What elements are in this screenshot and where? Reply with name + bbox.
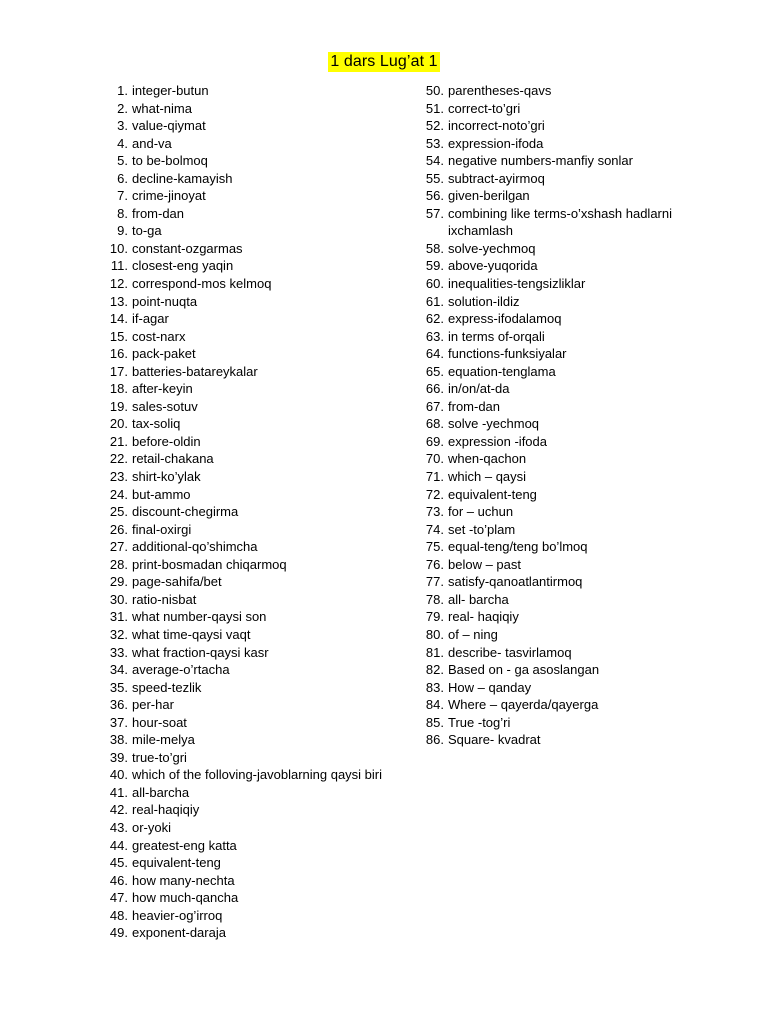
vocab-item-text: sales-sotuv	[132, 398, 198, 414]
vocab-item-text: correspond-mos kelmoq	[132, 276, 272, 292]
vocab-item	[96, 187, 426, 205]
vocab-item-number: 19.	[109, 398, 128, 414]
vocab-item-text: express-ifodalamoq	[448, 311, 562, 327]
vocab-item	[414, 696, 714, 714]
vocab-item-number: 4.	[117, 135, 128, 151]
vocab-item-number: 37.	[109, 714, 128, 730]
vocab-item-text: Based on - ga asoslangan	[448, 662, 600, 678]
vocab-item-number: 59.	[425, 258, 444, 274]
vocab-item-number: 6.	[117, 170, 128, 186]
vocab-item-number: 28.	[109, 556, 128, 572]
vocab-item-number: 66.	[425, 381, 444, 397]
vocab-item	[96, 907, 426, 925]
vocab-item-text: additional-qo’shimcha	[132, 539, 258, 555]
vocab-item	[96, 714, 426, 732]
vocab-item-text: to-ga	[132, 223, 162, 239]
vocab-item	[96, 679, 426, 697]
vocab-item-number: 81.	[425, 644, 444, 660]
vocab-item-number: 73.	[425, 504, 444, 520]
vocab-item	[96, 415, 426, 433]
vocab-item-number: 12.	[109, 276, 128, 292]
vocab-item	[96, 275, 426, 293]
vocab-item	[414, 608, 714, 626]
vocab-item-number: 76.	[425, 556, 444, 572]
vocab-item	[96, 345, 426, 363]
vocab-item-text: equivalent-teng	[448, 486, 537, 502]
vocab-item	[96, 152, 426, 170]
vocab-item-text: above-yuqorida	[448, 258, 538, 274]
vocab-item	[96, 626, 426, 644]
vocab-item	[96, 293, 426, 311]
vocab-item	[414, 626, 714, 644]
vocab-item-text: functions-funksiyalar	[448, 346, 567, 362]
vocab-item-number: 79.	[425, 609, 444, 625]
vocab-item	[414, 310, 714, 328]
vocab-item-number: 50.	[425, 83, 444, 98]
vocab-item-text: how many-nechta	[132, 872, 235, 888]
vocab-item-number: 52.	[425, 118, 444, 134]
vocab-item	[414, 556, 714, 574]
vocab-item-number: 36.	[109, 697, 128, 713]
vocab-item-number: 32.	[109, 626, 128, 642]
vocab-item-text: page-sahifa/bet	[132, 574, 222, 590]
vocab-item-number: 27.	[109, 539, 128, 555]
vocab-item-text: crime-jinoyat	[132, 188, 206, 204]
vocab-item-text: equation-tenglama	[448, 363, 556, 379]
vocab-item	[414, 240, 714, 258]
vocab-item	[96, 591, 426, 609]
vocab-item	[96, 661, 426, 679]
vocab-item	[96, 731, 426, 749]
vocab-item-number: 13.	[109, 293, 128, 309]
vocab-item	[414, 415, 714, 433]
vocab-item-number: 67.	[425, 398, 444, 414]
vocab-item-number: 18.	[109, 381, 128, 397]
vocab-item-number: 80.	[425, 626, 444, 642]
vocab-item	[96, 486, 426, 504]
vocab-item	[414, 468, 714, 486]
vocab-item-text: from-dan	[448, 398, 501, 414]
vocab-item-text: for – uchun	[448, 504, 514, 520]
vocab-item-number: 30.	[109, 591, 128, 607]
vocab-item	[96, 205, 426, 223]
vocab-item-number: 64.	[425, 346, 444, 362]
vocab-item	[414, 187, 714, 205]
vocab-item	[414, 170, 714, 188]
vocab-item-text: of – ning	[448, 626, 498, 642]
vocab-item-number: 41.	[109, 784, 128, 800]
vocab-item-number: 75.	[425, 539, 444, 555]
vocab-item-text: print-bosmadan chiqarmoq	[132, 556, 287, 572]
vocab-item-number: 85.	[425, 714, 444, 730]
vocab-item-text: if-agar	[132, 311, 169, 327]
vocab-item	[96, 608, 426, 626]
vocab-item	[414, 205, 714, 240]
vocab-item-number: 58.	[425, 240, 444, 256]
vocab-item-text: Square- kvadrat	[448, 732, 541, 748]
vocab-item-number: 2.	[117, 100, 128, 116]
vocab-item-number: 70.	[425, 451, 444, 467]
vocab-item-text: mile-melya	[132, 732, 195, 748]
vocab-item	[414, 521, 714, 539]
vocab-item-text: greatest-eng katta	[132, 837, 237, 853]
vocab-item-text: True -tog’ri	[448, 714, 511, 730]
vocab-item-text: to be-bolmoq	[132, 153, 208, 169]
document-title: 1 dars Lug’at 1	[330, 53, 438, 70]
vocab-item-number: 7.	[117, 188, 128, 204]
vocab-item	[96, 573, 426, 591]
vocab-item	[96, 433, 426, 451]
vocab-item-text: expression-ifoda	[448, 135, 544, 151]
vocab-item-text: Where – qayerda/qayerga	[448, 697, 599, 713]
vocab-item	[96, 872, 426, 890]
vocab-item	[414, 433, 714, 451]
vocab-item-number: 17.	[109, 363, 128, 379]
vocab-item-number: 20.	[109, 416, 128, 432]
vocab-item-text: closest-eng yaqin	[132, 258, 234, 274]
vocab-item-number: 72.	[425, 486, 444, 502]
vocab-item	[96, 380, 426, 398]
vocab-item-number: 44.	[109, 837, 128, 853]
vocab-item	[96, 854, 426, 872]
vocab-item-number: 39.	[109, 749, 128, 765]
vocab-item-number: 74.	[425, 521, 444, 537]
vocab-item-text: correct-to’gri	[448, 100, 521, 116]
vocab-item-number: 21.	[109, 433, 128, 449]
vocab-item-text: from-dan	[132, 205, 185, 221]
vocab-item-text: heavier-og’irroq	[132, 907, 223, 923]
vocab-item-text: equal-teng/teng bo’lmoq	[448, 539, 588, 555]
vocab-item-text: which of the folloving-javoblarning qaysi biri	[132, 767, 383, 783]
vocab-item	[96, 468, 426, 486]
vocab-item	[96, 398, 426, 416]
vocab-item-number: 24.	[109, 486, 128, 502]
vocab-item	[414, 714, 714, 732]
vocab-item-number: 55.	[425, 170, 444, 186]
vocab-item-number: 68.	[425, 416, 444, 432]
vocab-item	[96, 328, 426, 346]
vocab-item-text: satisfy-qanoatlantirmoq	[448, 574, 583, 590]
vocab-item-number: 25.	[109, 504, 128, 520]
vocab-item	[96, 222, 426, 240]
vocab-item-number: 61.	[425, 293, 444, 309]
vocab-item-text: tax-soliq	[132, 416, 181, 432]
vocab-item	[96, 784, 426, 802]
vocab-item-text: final-oxirgi	[132, 521, 192, 537]
vocab-item-text: real-haqiqiy	[132, 802, 200, 818]
vocab-item-number: 48.	[109, 907, 128, 923]
vocab-item-number: 54.	[425, 153, 444, 169]
vocab-item	[414, 117, 714, 135]
vocab-item-number: 10.	[109, 240, 128, 256]
vocab-item-text: solve -yechmoq	[448, 416, 540, 432]
vocab-item-number: 15.	[109, 328, 128, 344]
vocab-item	[96, 819, 426, 837]
vocab-item	[414, 450, 714, 468]
vocab-item-text: average-o’rtacha	[132, 662, 230, 678]
vocab-item-text: below – past	[448, 556, 521, 572]
vocab-item-text: combining like terms-o’xshash hadlarni ixchamlash	[448, 205, 672, 239]
vocab-item-number: 11.	[110, 258, 128, 274]
vocab-item	[96, 556, 426, 574]
vocab-item-number: 82.	[425, 662, 444, 678]
vocab-item-text: integer-butun	[132, 83, 209, 98]
vocab-item-text: constant-ozgarmas	[132, 240, 243, 256]
vocab-item-number: 46.	[109, 872, 128, 888]
vocab-item-text: expression -ifoda	[448, 433, 547, 449]
vocab-item-text: but-ammo	[132, 486, 191, 502]
vocab-item	[414, 679, 714, 697]
vocab-item-number: 23.	[109, 469, 128, 485]
vocab-item-text: hour-soat	[132, 714, 187, 730]
vocab-item-text: ratio-nisbat	[132, 591, 197, 607]
vocab-item-text: how much-qancha	[132, 890, 239, 906]
vocab-item-number: 77.	[425, 574, 444, 590]
vocab-item	[96, 135, 426, 153]
vocab-item-number: 57.	[425, 205, 444, 221]
vocab-item-text: pack-paket	[132, 346, 196, 362]
vocab-item-text: parentheses-qavs	[448, 83, 552, 98]
vocab-item-number: 1.	[117, 83, 128, 98]
vocab-item	[96, 450, 426, 468]
vocab-item	[414, 503, 714, 521]
vocab-item-text: negative numbers-manfiy sonlar	[448, 153, 633, 169]
vocab-item-number: 34.	[109, 662, 128, 678]
vocab-item	[96, 749, 426, 767]
vocab-item-text: when-qachon	[448, 451, 527, 467]
vocab-item-number: 22.	[109, 451, 128, 467]
title-container	[0, 52, 768, 72]
vocab-item-number: 69.	[425, 433, 444, 449]
vocab-item-number: 45.	[109, 855, 128, 871]
vocab-item-number: 65.	[425, 363, 444, 379]
vocab-item-number: 78.	[425, 591, 444, 607]
vocab-item-text: in terms of-orqali	[448, 328, 545, 344]
vocab-item	[414, 731, 714, 749]
vocab-item	[414, 293, 714, 311]
vocab-item-number: 3.	[117, 118, 128, 134]
vocab-item-text: and-va	[132, 135, 172, 151]
vocab-item-text: what-nima	[132, 100, 192, 116]
vocab-item-number: 47.	[109, 890, 128, 906]
vocab-item-text: what fraction-qaysi kasr	[132, 644, 269, 660]
vocab-item-number: 33.	[109, 644, 128, 660]
vocab-item	[96, 644, 426, 662]
vocab-item-number: 51.	[425, 100, 444, 116]
vocab-item-number: 62.	[425, 311, 444, 327]
vocab-item-text: after-keyin	[132, 381, 193, 397]
vocab-item-number: 9.	[117, 223, 128, 239]
vocab-item	[96, 363, 426, 381]
vocab-item	[414, 257, 714, 275]
vocab-item-number: 60.	[425, 276, 444, 292]
vocab-item	[96, 766, 426, 784]
vocab-item-number: 35.	[109, 679, 128, 695]
vocab-item-number: 14.	[109, 311, 128, 327]
vocab-item-number: 83.	[425, 679, 444, 695]
vocab-item	[414, 152, 714, 170]
vocab-item	[414, 486, 714, 504]
vocab-list-left	[96, 82, 426, 942]
vocab-list-right	[414, 82, 714, 749]
vocab-item-text: point-nuqta	[132, 293, 198, 309]
vocab-item-number: 5.	[117, 153, 128, 169]
vocab-item-text: solve-yechmoq	[448, 240, 536, 256]
vocab-item-text: retail-chakana	[132, 451, 214, 467]
vocab-item-number: 63.	[425, 328, 444, 344]
vocab-item-number: 42.	[109, 802, 128, 818]
vocab-item-text: value-qiymat	[132, 118, 206, 134]
vocab-item	[414, 345, 714, 363]
vocab-item-number: 16.	[109, 346, 128, 362]
vocab-item	[414, 661, 714, 679]
vocab-item-number: 49.	[109, 925, 128, 941]
vocab-item-text: given-berilgan	[448, 188, 530, 204]
vocab-item-text: all-barcha	[132, 784, 190, 800]
vocab-item	[414, 135, 714, 153]
vocab-item	[96, 538, 426, 556]
vocab-item	[414, 591, 714, 609]
vocab-item-text: which – qaysi	[448, 469, 527, 485]
vocab-item	[414, 644, 714, 662]
vocab-item	[414, 363, 714, 381]
vocab-item-text: true-to’gri	[132, 749, 187, 765]
vocab-item	[96, 696, 426, 714]
vocab-item-number: 43.	[109, 819, 128, 835]
vocab-item-number: 38.	[109, 732, 128, 748]
vocab-item	[414, 398, 714, 416]
vocab-item	[96, 117, 426, 135]
vocab-item-text: in/on/at-da	[448, 381, 510, 397]
vocab-item	[96, 240, 426, 258]
vocab-item-number: 29.	[109, 574, 128, 590]
vocab-item-text: exponent-daraja	[132, 925, 226, 941]
vocab-item-number: 84.	[425, 697, 444, 713]
vocab-item	[96, 801, 426, 819]
vocab-item	[96, 837, 426, 855]
vocab-item-number: 31.	[109, 609, 128, 625]
vocab-item	[414, 573, 714, 591]
vocab-item-number: 86.	[425, 732, 444, 748]
vocab-item-text: all- barcha	[448, 591, 509, 607]
vocab-item-text: shirt-ko’ylak	[132, 469, 201, 485]
vocab-item	[414, 328, 714, 346]
vocab-item	[96, 924, 426, 942]
vocab-item	[414, 100, 714, 118]
vocab-item-text: set -to’plam	[448, 521, 516, 537]
vocab-item-number: 53.	[425, 135, 444, 151]
vocab-item-number: 56.	[425, 188, 444, 204]
vocab-item-text: what time-qaysi vaqt	[132, 626, 251, 642]
vocab-item	[96, 257, 426, 275]
vocab-item-text: per-har	[132, 697, 174, 713]
vocab-item-text: decline-kamayish	[132, 170, 233, 186]
vocab-item-text: How – qanday	[448, 679, 532, 695]
vocab-item-number: 71.	[425, 469, 444, 485]
vocab-item-text: solution-ildiz	[448, 293, 520, 309]
vocab-item-text: inequalities-tengsizliklar	[448, 276, 586, 292]
vocab-item-text: discount-chegirma	[132, 504, 239, 520]
vocab-item	[96, 310, 426, 328]
vocab-item	[414, 380, 714, 398]
vocab-item	[96, 170, 426, 188]
vocab-item	[96, 503, 426, 521]
vocab-item-text: equivalent-teng	[132, 855, 221, 871]
vocab-item-text: real- haqiqiy	[448, 609, 519, 625]
vocab-item	[96, 889, 426, 907]
vocab-item-text: describe- tasvirlamoq	[448, 644, 572, 660]
vocab-item-text: cost-narx	[132, 328, 186, 344]
vocab-item-text: speed-tezlik	[132, 679, 202, 695]
vocab-item-number: 40.	[109, 767, 128, 783]
vocab-item	[414, 82, 714, 100]
vocab-item-text: batteries-batareykalar	[132, 363, 258, 379]
vocab-item	[96, 100, 426, 118]
vocab-item-text: what number-qaysi son	[132, 609, 267, 625]
vocab-item-text: or-yoki	[132, 819, 172, 835]
vocab-item	[414, 538, 714, 556]
vocab-item-number: 26.	[109, 521, 128, 537]
vocab-item	[96, 82, 426, 100]
vocab-item	[414, 275, 714, 293]
vocab-item	[96, 521, 426, 539]
vocab-item-text: subtract-ayirmoq	[448, 170, 545, 186]
vocab-item-text: incorrect-noto’gri	[448, 118, 545, 134]
vocab-item-text: before-oldin	[132, 433, 201, 449]
vocab-item-number: 8.	[117, 205, 128, 221]
